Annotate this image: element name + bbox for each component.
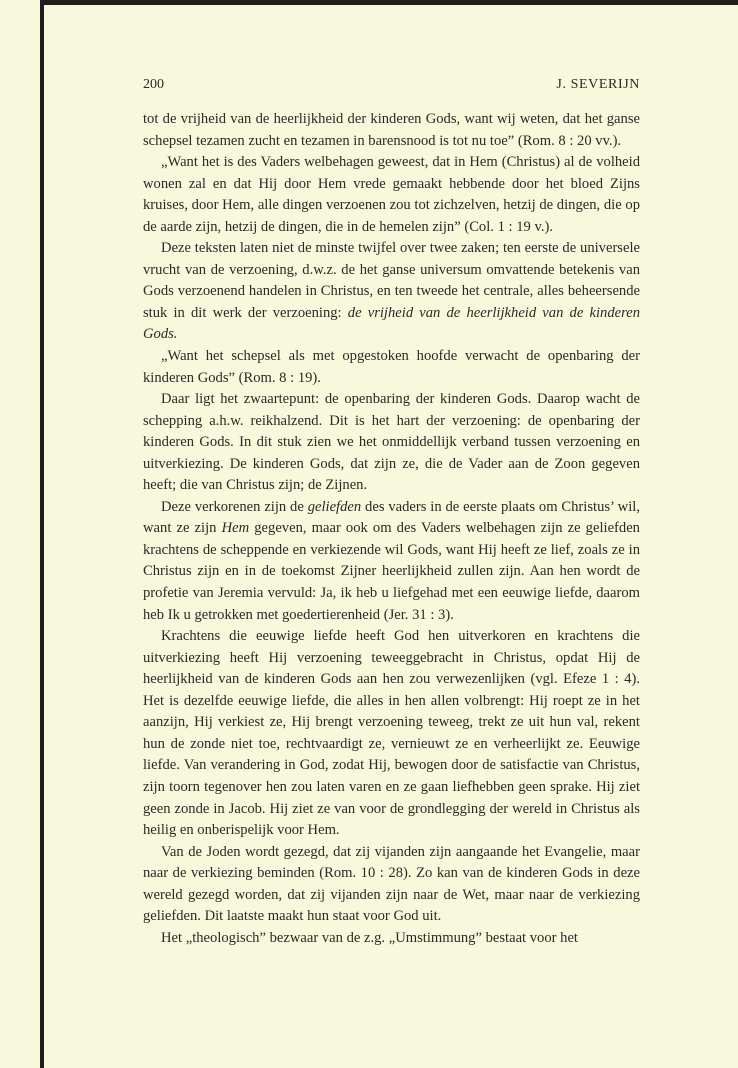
page-top-edge (42, 0, 738, 5)
paragraph-text: Deze verkorenen zijn de (161, 498, 304, 515)
paragraph-text: des vaders in de eerste plaats om Christus’ wil, want ze zijn (143, 498, 640, 537)
paragraph-7 (143, 626, 640, 841)
page-left-edge (40, 0, 44, 1068)
paragraph-9 (143, 928, 640, 950)
body-text (143, 109, 640, 949)
paragraph-text: gegeven, maar ook om des Vaders welbehagen zijn ze geliefden krachtens de scheppende en verkiezende wil Gods, want Hij heeft ze lief, zoals ze in Christus zijn en in de toekomst Zijner heerlijkheid zullen zijn. Aan hen wordt de profetie van Jeremia vervuld: Ja, ik heb u liefgehad met een eeuwige liefde, daarom heb Ik u getrokken met goedertierenheid (Jer. 31 : 3). (143, 520, 640, 623)
paragraph-4 (143, 346, 640, 389)
italic-word: geliefden (307, 498, 362, 515)
page-number: 200 (143, 77, 164, 92)
running-head: J. SEVERIJN (556, 77, 640, 92)
paragraph-8 (143, 842, 640, 928)
page-header (143, 77, 640, 99)
paragraph-text: „Want het is des Vaders welbehagen geweest, dat in Hem (Christus) al de volheid wonen zal en dat Hij door Hem vrede gemaakt hebbende door het bloed Zijns kruises, door Hem, alle dingen verzoenen zou tot zichzelven, hetzij de dingen, die op de aarde zijn, hetzij de dingen, die in de hemelen zijn” (Col. 1 : 19 v.). (143, 154, 640, 235)
paragraph-text: tot de vrijheid van de heerlijkheid der kinderen Gods, want wij weten, dat het ganse schepsel tezamen zucht en tezamen in barensnood is tot nu toe” (Rom. 8 : 20 vv.). (143, 111, 640, 149)
italic-word: Hem (221, 520, 250, 537)
paragraph-1 (143, 109, 640, 152)
paragraph-6 (143, 497, 640, 626)
paragraph-text: Daar ligt het zwaartepunt: de openbaring der kinderen Gods. Daarop wacht de schepping a.h.w. reikhalzend. Dit is het hart der verzoening: de openbaring der kinderen Gods. In dit stuk zien we het onmiddellijk verband tussen verzoening en uitverkiezing. De kinderen Gods, dat zijn ze, die de Vader aan de Zoon gegeven heeft; die van Christus zijn; de Zijnen. (143, 391, 640, 494)
italic-phrase: de vrijheid van de heerlijkheid van de kinderen Gods. (143, 304, 640, 343)
paragraph-5 (143, 389, 640, 497)
paragraph-3 (143, 238, 640, 346)
paragraph-2 (143, 152, 640, 238)
paragraph-text: Deze teksten laten niet de minste twijfel over twee zaken; ten eerste de universele vrucht van de verzoening, d.w.z. de het ganse universum omvattende betekenis van Gods verzoenend handelen in Christus, en ten tweede het centrale, alles beheersende stuk in dit werk der verzoening: (143, 240, 640, 321)
paragraph-text: Krachtens die eeuwige liefde heeft God hen uitverkoren en krachtens die uitverkiezing heeft Hij verzoening teweeggebracht in Christus, opdat Hij de heerlijkheid van de kinderen Gods aan hen zou verwezenlijken (vgl. Efeze 1 : 4). Het is dezelfde eeuwige liefde, die alles in hen allen volbrengt: Hij roept ze in het aanzijn, Hij verkiest ze, Hij brengt verzoening teweeg, trekt ze uit hun val, rekent hun de zonde niet toe, rechtvaardigt ze, vernieuwt ze en verheerlijkt ze. Eeuwige liefde. Van verandering in God, zodat Hij, bewogen door de satisfactie van Christus, zijn toorn tegenover hen zou laten varen en ze gaan liefhebben geen sprake. Hij ziet geen zonde in Jacob. Hij ziet ze van voor de grondlegging der wereld in Christus als heilig en onberispelijk voor Hem. (143, 628, 640, 839)
paragraph-text: „Want het schepsel als met opgestoken hoofde verwacht de openbaring der kinderen Gods” (Rom. 8 : 19). (143, 348, 640, 386)
paragraph-text: Het „theologisch” bezwaar van de z.g. „Umstimmung” bestaat voor het (161, 929, 578, 946)
paragraph-text: Van de Joden wordt gezegd, dat zij vijanden zijn aangaande het Evangelie, maar naar de verkiezing beminden (Rom. 10 : 28). Zo kan van de kinderen Gods in deze wereld gezegd worden, dat zij vijanden zijn naar de Wet, maar naar de verkiezing geliefden. Dit laatste maakt hun staat voor God uit. (143, 843, 640, 925)
